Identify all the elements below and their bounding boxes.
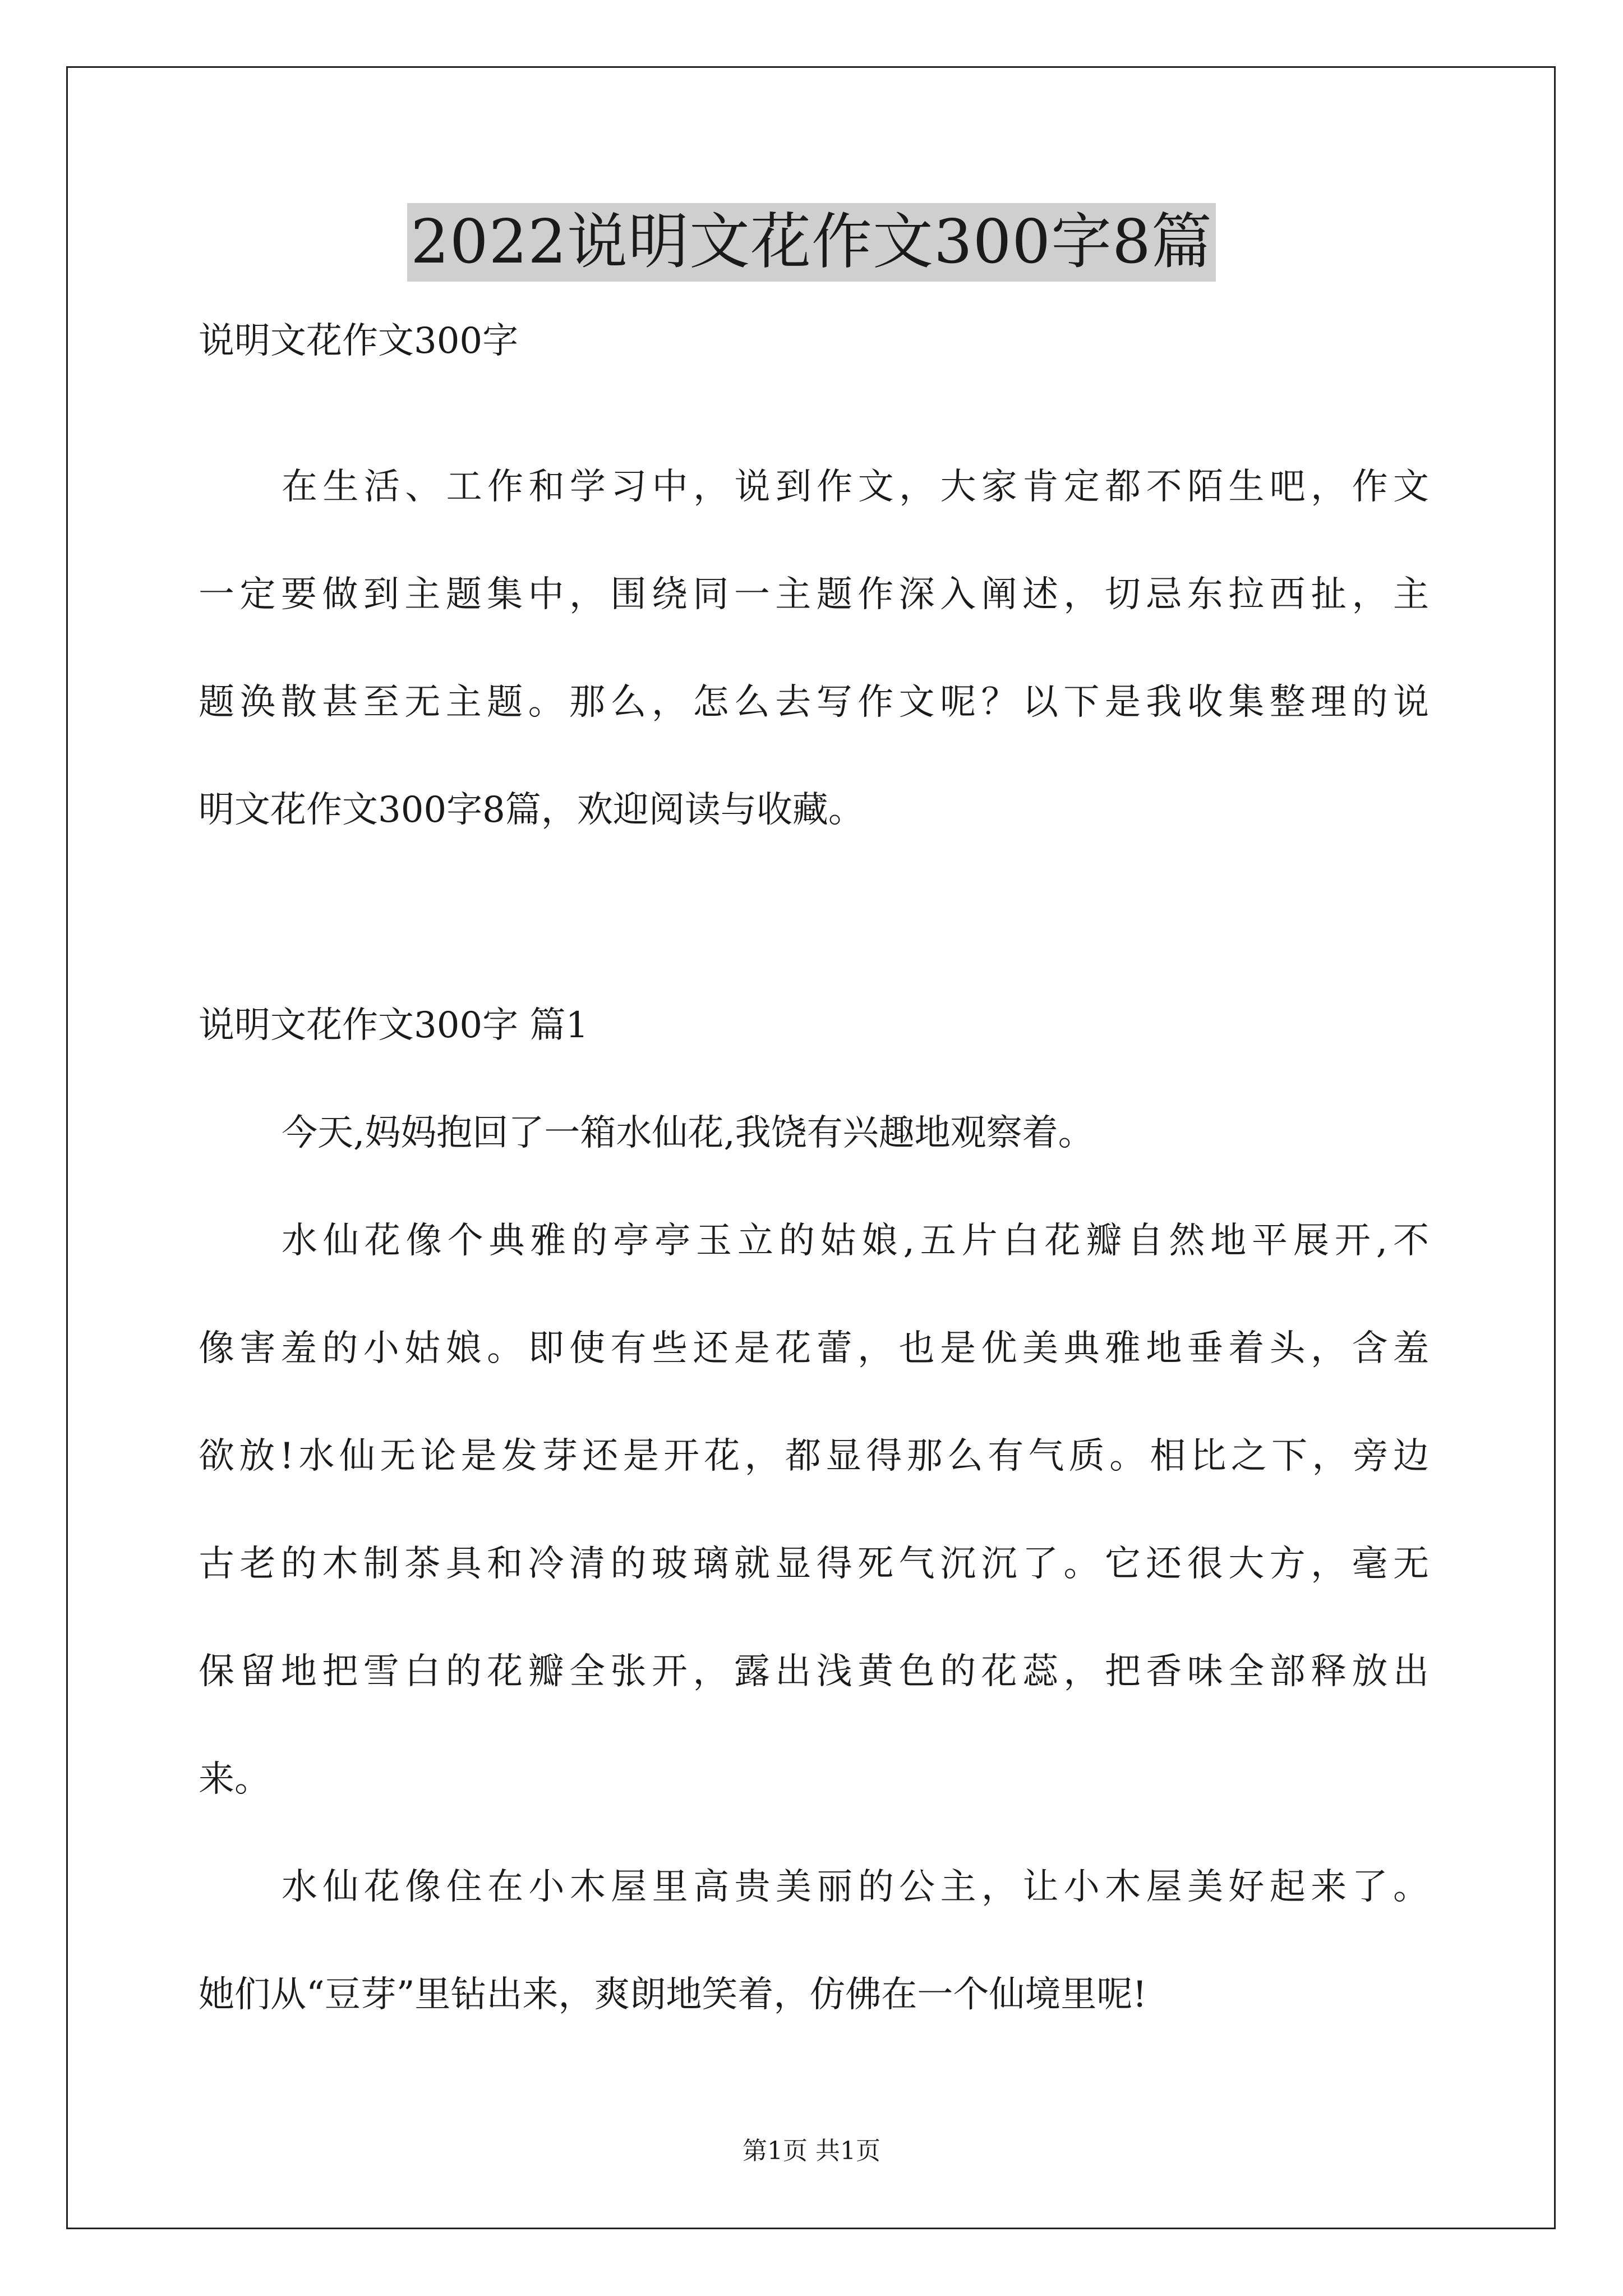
text-line: 水仙花像住在小木屋里高贵美丽的公主，让小木屋美好起来了。	[282, 1866, 1429, 1908]
page-footer: 第1页 共1页	[743, 2137, 880, 2165]
section-heading: 说明文花作文300字 篇1	[199, 1005, 589, 1046]
text-line: 明文花作文300字8篇，欢迎阅读与收藏。	[199, 789, 864, 831]
text-line: 今天,妈妈抱回了一箱水仙花,我饶有兴趣地观察着。	[282, 1112, 1094, 1154]
text-line: 古老的木制茶具和冷清的玻璃就显得死气沉沉了。它还很大方，毫无	[199, 1543, 1429, 1585]
text-line: 欲放!水仙无论是发芽还是开花，都显得那么有气质。相比之下，旁边	[199, 1435, 1429, 1477]
text-line: 水仙花像个典雅的亭亭玉立的姑娘,五片白花瓣自然地平展开,不	[282, 1220, 1429, 1262]
text-line: 像害羞的小姑娘。即使有些还是花蕾，也是优美典雅地垂着头，含羞	[199, 1328, 1429, 1369]
text-line: 题涣散甚至无主题。那么，怎么去写作文呢？以下是我收集整理的说	[199, 682, 1429, 723]
text-line: 一定要做到主题集中，围绕同一主题作深入阐述，切忌东拉西扯，主	[199, 574, 1429, 615]
title-container	[0, 203, 1623, 282]
text-line: 保留地把雪白的花瓣全张开，露出浅黄色的花蕊，把香味全部释放出	[199, 1651, 1429, 1692]
section-heading: 说明文花作文300字	[199, 320, 519, 362]
document-title: 2022说明文花作文300字8篇	[407, 203, 1216, 282]
text-line: 来。	[199, 1759, 270, 1800]
text-line: 她们从“豆芽”里钻出来，爽朗地笑着，仿佛在一个仙境里呢!	[199, 1974, 1147, 2016]
text-line: 在生活、工作和学习中，说到作文，大家肯定都不陌生吧，作文	[282, 466, 1429, 508]
